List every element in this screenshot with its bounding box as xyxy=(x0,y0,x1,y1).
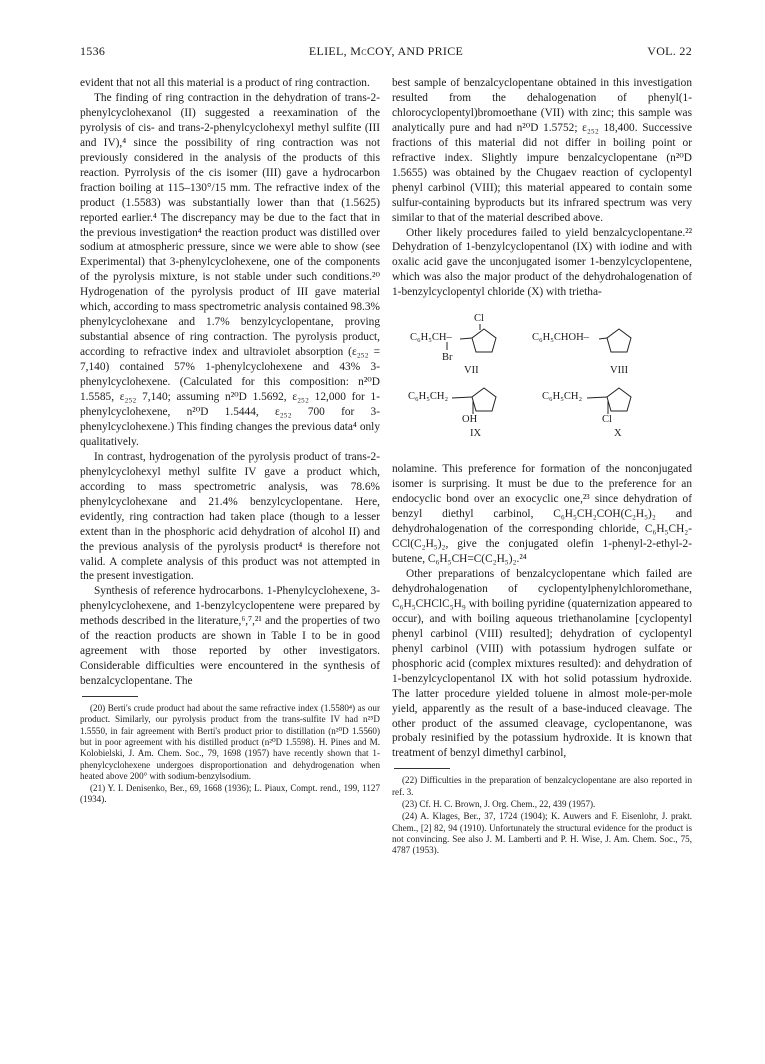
compound-label: IX xyxy=(470,428,482,440)
footnote-21: (21) Y. I. Denisenko, Ber., 69, 1668 (1936); L. Piaux, Compt. rend., 199, 1127 (1934). xyxy=(80,783,380,805)
right-column xyxy=(392,76,692,857)
label-substituent: C₆H₅CH₂ xyxy=(542,391,583,403)
label-cl: Cl xyxy=(602,414,612,426)
paragraph: Other likely procedures failed to yield benzalcyclopentane.²² Dehydration of 1-benzylcyclopentanol (IX) with iodine and with oxalic acid gave the unconjugated isomer 1-benzylcyclopentene, which was also the major product of the dehydrohalogenation of 1-benzylcyclopentyl chloride (X) with trietha- xyxy=(392,226,692,299)
compound-label: VIII xyxy=(610,365,629,377)
paragraph: In contrast, hydrogenation of the pyrolysis product of trans-2-phenylcyclohexyl methyl sulfite IV gave a product which, according to mass spectrometric analysis, was 78.6% phenylcyclohexane and 21.4% benzylcyclopentane. Here, evidently, ring contraction had taken place (though to a lesser extent than in the phosphoric acid dehydration of alcohol II) and the previous analysis of the pyrolysis product⁴ is therefore not valid. A complete analysis of this product was not attempted in the present investigation. xyxy=(80,450,380,583)
structure-figure xyxy=(392,312,692,452)
footnote-rule xyxy=(82,696,138,697)
page-number: 1536 xyxy=(80,44,106,58)
cyclopentane-ring-x xyxy=(607,388,631,411)
page-header xyxy=(80,44,692,64)
cyclopentane-ring-viii xyxy=(607,329,631,352)
volume-label: VOL. 22 xyxy=(647,44,692,58)
label-substituent: C₆H₅CH– xyxy=(410,332,452,344)
label-cl: Cl xyxy=(474,313,484,325)
paragraph: The finding of ring contraction in the dehydration of trans-2-phenylcyclohexanol (II) suggested a reexamination of the pyrolysis of cis- and trans-2-phenylcyclohexyl methyl sulfite (III and IV),⁴ since the possibility of ring contraction was not previously considered in the analysis of the products of this reaction. Pyrrolysis of the cis isomer (III) gave a hydrocarbon fraction boiling at 115–130°/15 mm. The refractive index of the product (1.5583) was substantially lower than that (1.5625) reported earlier.⁴ The discrepancy may be due to the fact that in the previous investigation⁴ the reaction product was distilled over sodium at atmospheric pressure, since we were able to show (see Experimental) that 3-phenylcyclohexene, one of the components of the pyrolysis mixture, is not stable under such conditions.²⁰ Hydrogenation of the pyrolysis product of III gave material which, according to mass spectrometric analysis contained 98.3% phenylcyclohexane and 1.7% benzylcyclopentane, proving substantial absence of ring contraction. The pyrolysis product, according to refractive index and ultraviolet absorption (ε₂₅₂ = 7,140) contained 57% 1-phenylcyclohexene and 43% 3-phenylcyclohexene. (Calculated for this composition: n²⁰D 1.5585, ε₂₅₂ 7,140; assuming n²⁰D 1.5692, ε₂₅₂ 12,000 for 1-phenylcyclohexene, n²⁰D 1.5444, ε₂₅₂ 700 for 3-phenylcyclohexene.) This finding changes the previous data⁴ only qualitatively. xyxy=(80,91,380,448)
running-authors: ELIEL, McCOY, AND PRICE xyxy=(308,44,464,58)
footnote-rule xyxy=(394,768,450,769)
paragraph: best sample of benzalcyclopentane obtained in this investigation resulted from the dehalogenation of phenyl(1-chlorocyclopentyl)bromoethane (VII) with zinc; this sample was analytically pure and had n²⁰D 1.5752; ε₂₅₂ 18,400. Successive fractions of this material did not differ in boiling point or refractive index. Slightly impure benzalcyclopentane (n²⁰D 1.5655) was obtained by the Chugaev reaction of cyclopentyl phenyl carbinol (VIII); this material appeared to contain some sulfur-containing byproducts but its infrared spectrum was very similar to that of the material described above. xyxy=(392,77,692,224)
footnote-24: (24) A. Klages, Ber., 37, 1724 (1904); K. Auwers and F. Eisenlohr, J. prakt. Chem., [2] 82, 94 (1910). Unfortunately the structural evidence for the product is not convincing. See also J. M. Lamberti and P. H. Wise, J. Am. Chem. Soc., 75, 4787 (1953). xyxy=(392,811,692,856)
compound-label: X xyxy=(614,428,622,440)
label-substituent: C₆H₅CH₂ xyxy=(408,391,449,403)
left-column xyxy=(80,76,380,807)
label-br: Br xyxy=(442,352,453,364)
footnote-22: (22) Difficulties in the preparation of benzalcyclopentane are also reported in ref. 3. xyxy=(392,775,692,797)
paragraph: nolamine. This preference for formation of the nonconjugated isomer is surprising. It must be due to the preference for an endocyclic bond over an exocyclic one,²³ since dehydration of benzyl diethyl carbinol, C₆H₅CH₂COH(C₂H₅)₂ and dehydrohalogenation of the corresponding chloride, C₆H₅CH₂-CCl(C₂H₅)₂, give the conjugated olefin 1-phenyl-2-ethyl-2-butene, C₆H₅CH=C(C₂H₅)₂.²⁴ xyxy=(392,463,692,566)
footnotes xyxy=(392,768,692,856)
footnote-20: (20) Berti's crude product had about the same refractive index (1.5580⁴) as our product. Similarly, our pyrolysis product from the trans-sulfite IV had n²⁵D 1.5550, in fair agreement with Berti's product prior to distillation (n²⁰D 1.5560) but in poor agreement with his distilled product (n²⁰D 1.5598). H. Pines and M. Kolobielski, J. Am. Chem. Soc., 79, 1698 (1957) have recently shown that 1-phenylcyclohexene undergoes disproportionation and dehydrogenation when heated above 200° with sodium-benzylsodium. xyxy=(80,703,380,781)
cyclopentane-ring-ix xyxy=(472,388,496,411)
cyclopentane-ring-vii xyxy=(472,329,496,352)
compound-label: VII xyxy=(464,365,479,377)
label-oh: OH xyxy=(462,414,478,426)
footnote-23: (23) Cf. H. C. Brown, J. Org. Chem., 22, 439 (1957). xyxy=(402,798,596,809)
paragraph: evident that not all this material is a product of ring contraction. xyxy=(80,77,370,89)
paragraph: Other preparations of benzalcyclopentane which failed are dehydrohalogenation of cyclopentylphenylchloromethane, C₆H₅CHClC₅H₉ with boiling pyridine (quaternization appeared to occur), and with boiling aqueous triethanolamine [cyclopentyl phenyl carbinol (VIII) resulted]; dehydration of cyclopentyl phenyl carbinol (VIII) with potassium hydrogen sulfate or phosphoric acid (complex mixtures resulted): and dehydration of 1-benzylcyclopentanol IX with hot solid potassium hydroxide. The latter procedure yielded toluene in almost mole-per-mole yield, apparently as the result of a base-induced cleavage. The other product of the assumed cleavage, cyclopentanone, was probaly resinified by the potassium hydroxide. It is known that treatment of benzyl dimethyl carbinol, xyxy=(392,567,692,760)
paragraph: Synthesis of reference hydrocarbons. 1-Phenylcyclohexene, 3-phenylcyclohexene, and 1-benzylcyclopentene were prepared by methods described in the literature,⁶,⁷,²¹ and the properties of two of the reaction products are shown in Table I to be in good agreement with those reported by other investigators. Considerable difficulties were encountered in the synthesis of benzalcyclopentane. The xyxy=(80,585,380,688)
footnotes xyxy=(80,696,380,806)
label-substituent: C₆H₅CHOH– xyxy=(532,332,589,344)
